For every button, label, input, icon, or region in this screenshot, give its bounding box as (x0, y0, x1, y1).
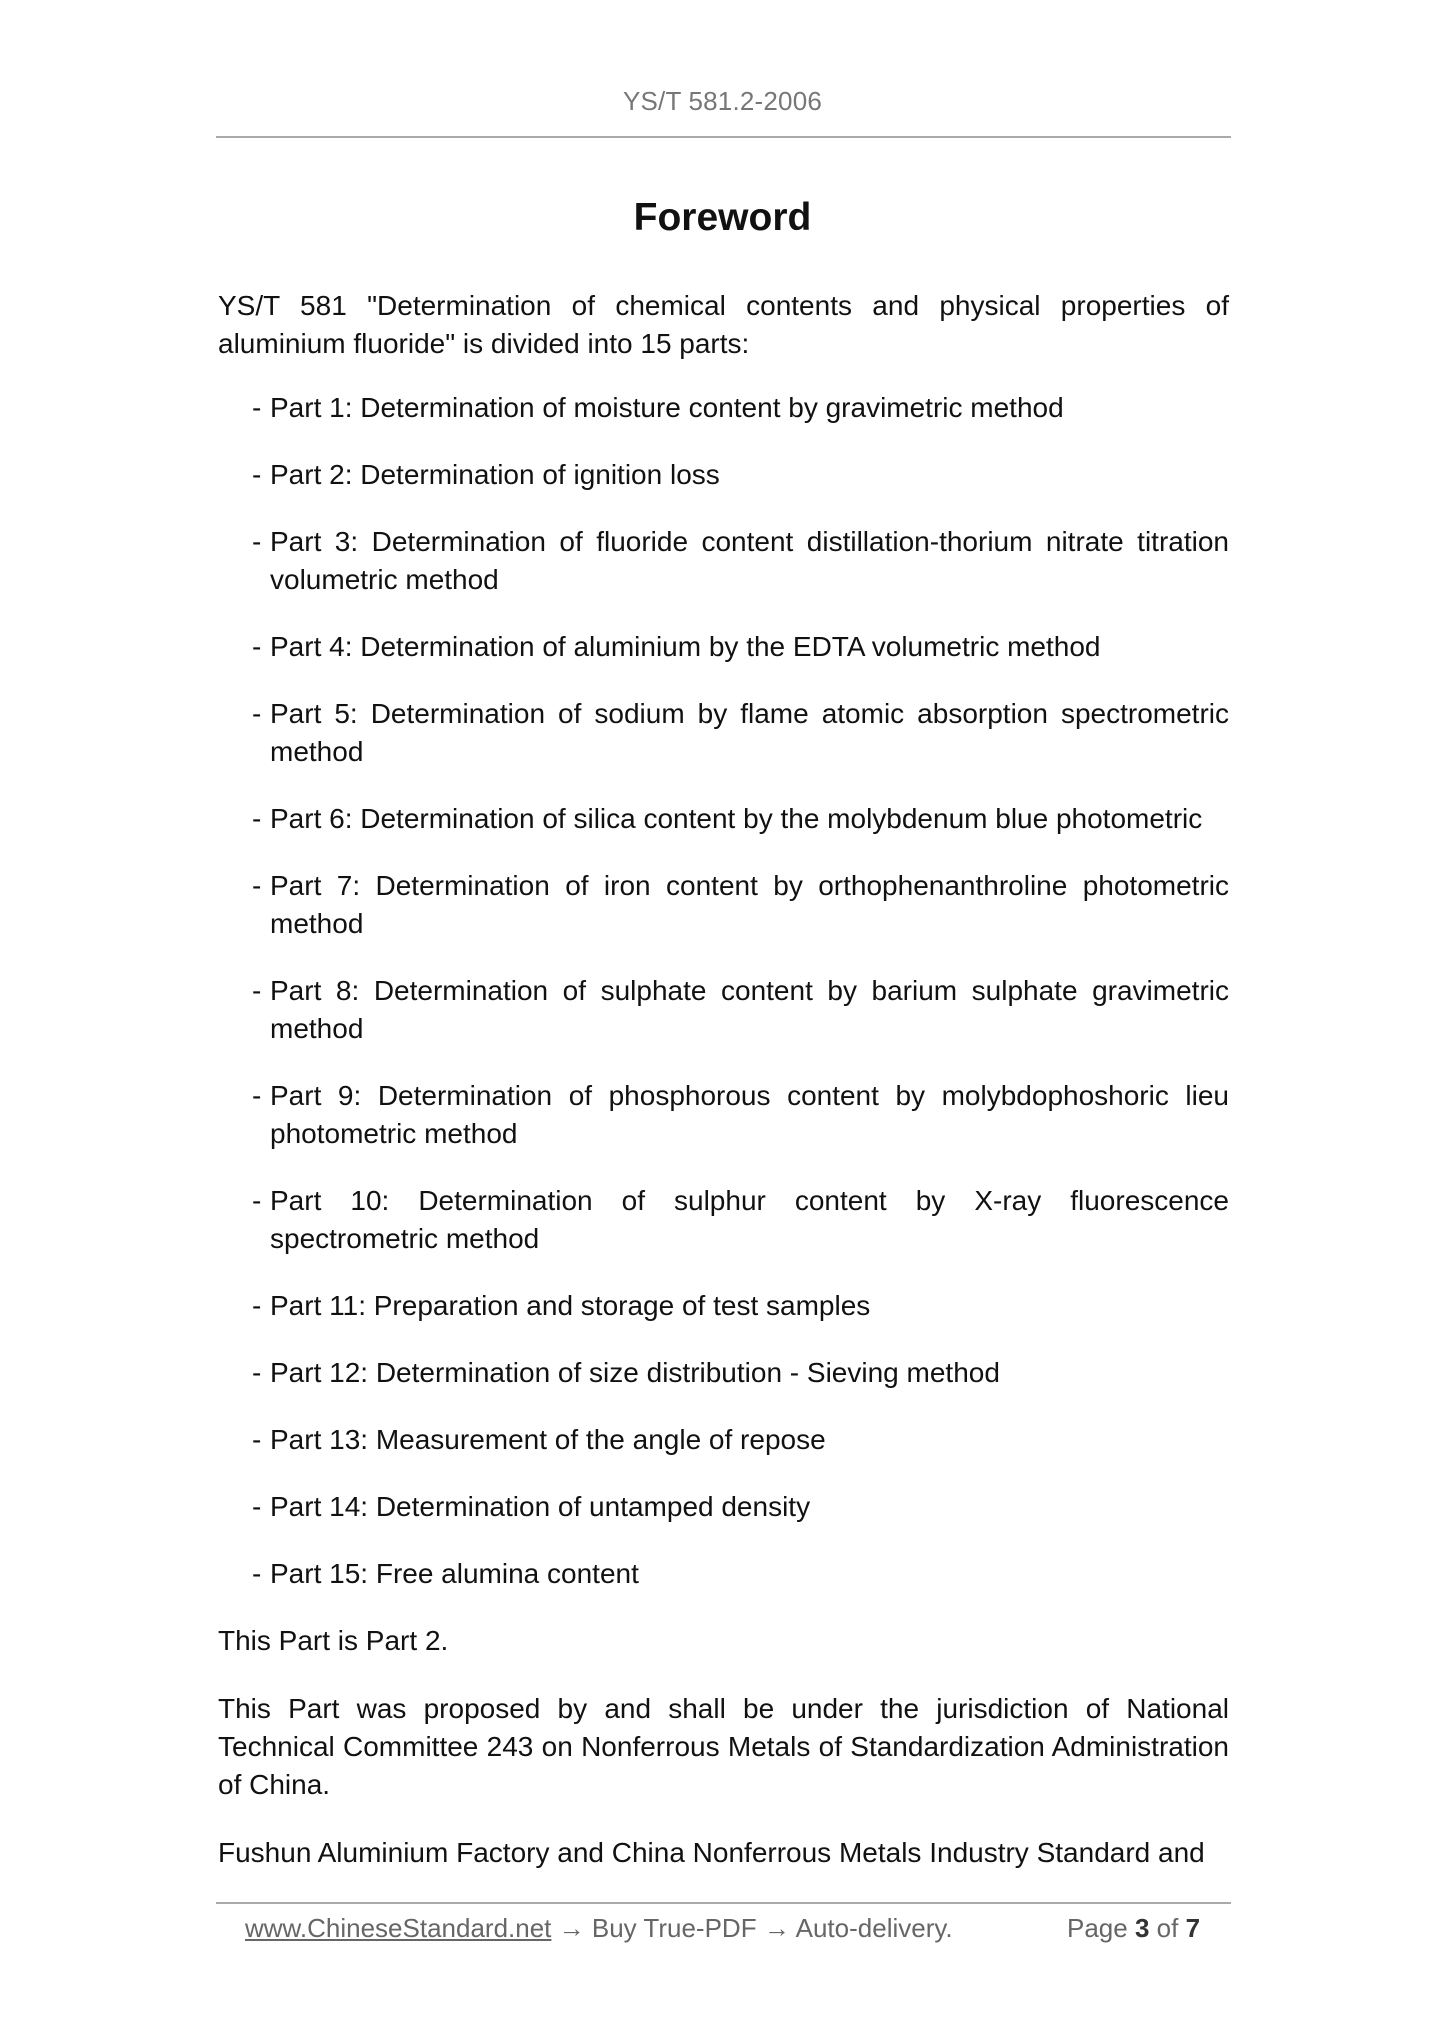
list-item (252, 389, 1229, 427)
list-item (252, 1182, 1229, 1258)
current-page-number: 3 (1134, 1913, 1150, 1943)
website-link[interactable]: www.ChineseStandard.net (245, 1913, 552, 1943)
list-item (252, 523, 1229, 599)
list-item (252, 972, 1229, 1048)
part-description: Part 11: Preparation and storage of test samples (270, 1290, 871, 1321)
list-dash: - (252, 1424, 262, 1455)
footer-links (245, 1906, 953, 1950)
list-dash: - (252, 698, 262, 729)
proposed-paragraph: This Part was proposed by and shall be under the jurisdiction of National Technical Committee 243 on Nonferrous Metals of Standardization Administration of China. (218, 1693, 1229, 1800)
page-footer (0, 1906, 1445, 1950)
list-item (252, 695, 1229, 771)
list-item (252, 1555, 1229, 1593)
part-description: Part 2: Determination of ignition loss (270, 459, 720, 490)
header-divider (216, 136, 1231, 138)
list-dash: - (252, 1185, 262, 1216)
page-title: Foreword (633, 196, 812, 239)
this-part-paragraph: This Part is Part 2. (218, 1625, 449, 1656)
list-item (252, 867, 1229, 943)
part-description: Part 6: Determination of silica content by the molybdenum blue photometric (270, 803, 1203, 834)
list-item (252, 1077, 1229, 1153)
part-description: Part 10: Determination of sulphur content by X-ray fluorescence spectrometric method (270, 1185, 1229, 1254)
part-description: Part 8: Determination of sulphate content by barium sulphate gravimetric method (270, 975, 1229, 1044)
document-code-header: YS/T 581.2-2006 (622, 86, 823, 116)
part-description: Part 3: Determination of fluoride content distillation-thorium nitrate titration volumetric method (270, 526, 1229, 595)
list-dash: - (252, 975, 262, 1006)
list-item (252, 1488, 1229, 1526)
list-dash: - (252, 526, 262, 557)
part-description: Part 14: Determination of untamped density (270, 1491, 811, 1522)
list-dash: - (252, 803, 262, 834)
list-dash: - (252, 1357, 262, 1388)
arrow-right-icon: → (763, 1913, 790, 1943)
part-description: Part 5: Determination of sodium by flame atomic absorption spectrometric method (270, 698, 1229, 767)
list-dash: - (252, 631, 262, 662)
part-description: Part 1: Determination of moisture content by gravimetric method (270, 392, 1064, 423)
footer-divider (216, 1902, 1231, 1904)
drafters-paragraph: Fushun Aluminium Factory and China Nonferrous Metals Industry Standard and (218, 1837, 1205, 1868)
part-description: Part 7: Determination of iron content by orthophenanthroline photometric method (270, 870, 1229, 939)
list-dash: - (252, 1290, 262, 1321)
list-dash: - (252, 1558, 262, 1589)
intro-paragraph: YS/T 581 "Determination of chemical contents and physical properties of aluminium fluoride" is divided into 15 parts: (218, 290, 1229, 359)
auto-delivery-text: Auto-delivery. (795, 1913, 953, 1943)
list-item (252, 456, 1229, 494)
list-dash: - (252, 1080, 262, 1111)
part-description: Part 15: Free alumina content (270, 1558, 639, 1589)
list-item (252, 1287, 1229, 1325)
of-label: of (1156, 1913, 1179, 1943)
document-body (218, 287, 1229, 1902)
page-label: Page (1067, 1913, 1128, 1943)
list-dash: - (252, 459, 262, 490)
list-item (252, 800, 1229, 838)
list-dash: - (252, 1491, 262, 1522)
page-indicator (1067, 1906, 1200, 1950)
total-page-number: 7 (1185, 1913, 1201, 1943)
list-dash: - (252, 392, 262, 423)
part-description: Part 13: Measurement of the angle of repose (270, 1424, 826, 1455)
buy-true-pdf-text: Buy True-PDF (591, 1913, 757, 1943)
list-item (252, 628, 1229, 666)
arrow-right-icon: → (558, 1913, 585, 1943)
list-item (252, 1354, 1229, 1392)
part-description: Part 9: Determination of phosphorous content by molybdophoshoric lieu photometric method (270, 1080, 1229, 1149)
part-description: Part 12: Determination of size distribution - Sieving method (270, 1357, 1000, 1388)
list-dash: - (252, 870, 262, 901)
list-item (252, 1421, 1229, 1459)
part-description: Part 4: Determination of aluminium by the EDTA volumetric method (270, 631, 1101, 662)
